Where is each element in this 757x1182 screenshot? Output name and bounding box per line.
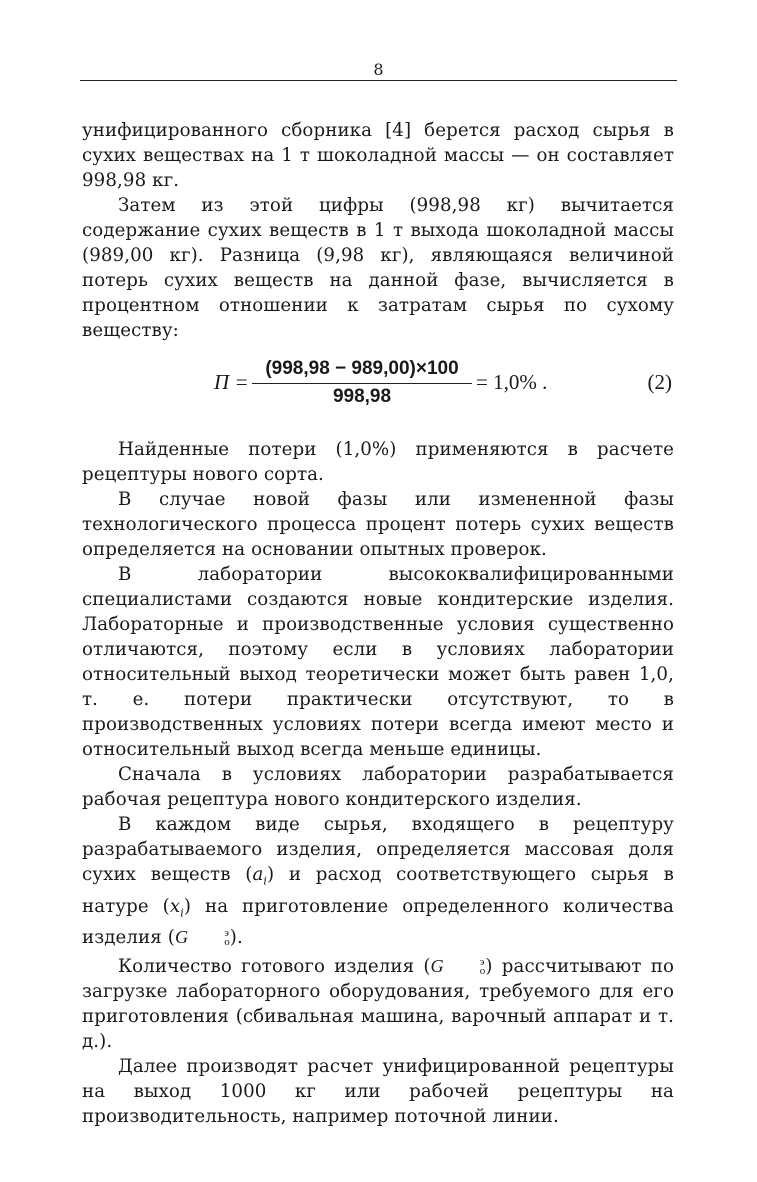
- formula-denominator: 998,98: [332, 386, 392, 407]
- symbol-g: [431, 956, 486, 976]
- symbol-g-superscript: э: [479, 956, 485, 969]
- symbol-g-letter: G: [174, 927, 189, 948]
- text-segment: В каждом виде сырья, входящего в рецептуру разрабатываемого изделия, определяется массовая доля сухих веществ (: [82, 814, 674, 885]
- symbol-g-letter: G: [430, 956, 444, 977]
- formula-rhs: = 1,0% .: [476, 370, 548, 394]
- paragraph-working-recipe: Сначала в условиях лаборатории разрабатывается рабочая рецептура нового кондитерского изделия.: [82, 764, 674, 810]
- formula-loss: [82, 357, 674, 411]
- formula-numerator: (998,98 − 989,00)×100: [252, 357, 472, 384]
- paragraph-continuation: унифицированного сборника [4] берется расход сырья в сухих веществах на 1 т шоколадной массы — он составляет 998,98 кг.: [82, 120, 674, 191]
- formula-number: (2): [647, 370, 672, 394]
- text-segment: ) на приготовление определенного количества изделия (: [82, 895, 674, 949]
- text-segment: ).: [229, 927, 243, 949]
- text-segment: ) рассчитывают по загрузке лабораторного оборудования, требуемого для его приготовления (сбивальная машина, варочный аппарат и т. д.).: [82, 956, 674, 1053]
- formula-lhs: П =: [214, 370, 249, 394]
- paragraph-laboratory: В лаборатории высококвалифицированными специалистами создаются новые кондитерские изделия. Лабораторные и производственные условия существенно отличаются, поэтому если в условиях лаборатории относительный выход теоретически может быть равен 1,0, т. е. потери практически отсутствуют, то в производственных условиях потери всегда имеют место и относительный выход всегда меньше единицы.: [82, 564, 674, 760]
- symbol-g: [175, 927, 230, 947]
- paragraph-new-phase: В случае новой фазы или измененной фазы технологического процесса процент потерь сухих веществ определяется на основании опытных проверок.: [82, 489, 674, 560]
- symbol-x: [169, 895, 184, 920]
- symbol-x-subscript: i: [180, 906, 184, 920]
- text-segment: Количество готового изделия (: [118, 956, 431, 978]
- formula-fraction: [252, 357, 472, 409]
- symbol-a-subscript: i: [263, 874, 268, 888]
- symbol-a-letter: a: [252, 864, 264, 885]
- header-rule: [80, 80, 677, 81]
- paragraph-losses-applied: Найденные потери (1,0%) применяются в расчете рецептуры нового сорта.: [82, 439, 674, 485]
- paragraph-final: Далее производят расчет унифицированной рецептуры на выход 1000 кг или рабочей рецептуры на производительность, например поточной линии.: [82, 1056, 674, 1128]
- symbol-g-superscript: э: [224, 927, 230, 940]
- symbol-a: [252, 864, 268, 888]
- symbol-g-subscript: о: [224, 936, 230, 949]
- symbol-g-subscript: о: [479, 965, 486, 978]
- page-body: [82, 118, 674, 1129]
- page-number: 8: [373, 60, 384, 79]
- symbol-x-letter: x: [169, 895, 181, 917]
- paragraph-quantity: [82, 954, 674, 1054]
- paragraph-raw-materials: [82, 812, 674, 950]
- text-segment: ) и расход соответствующего сырья в натуре (: [82, 864, 674, 917]
- paragraph-subtraction: Затем из этой цифры (998,98 кг) вычитается содержание сухих веществ в 1 т выхода шоколадной массы (989,00 кг). Разница (9,98 кг), являющаяся величиной потерь сухих веществ на данной фазе, вычисляется в процентном отношении к затратам сырья по сухому веществу:: [82, 195, 674, 341]
